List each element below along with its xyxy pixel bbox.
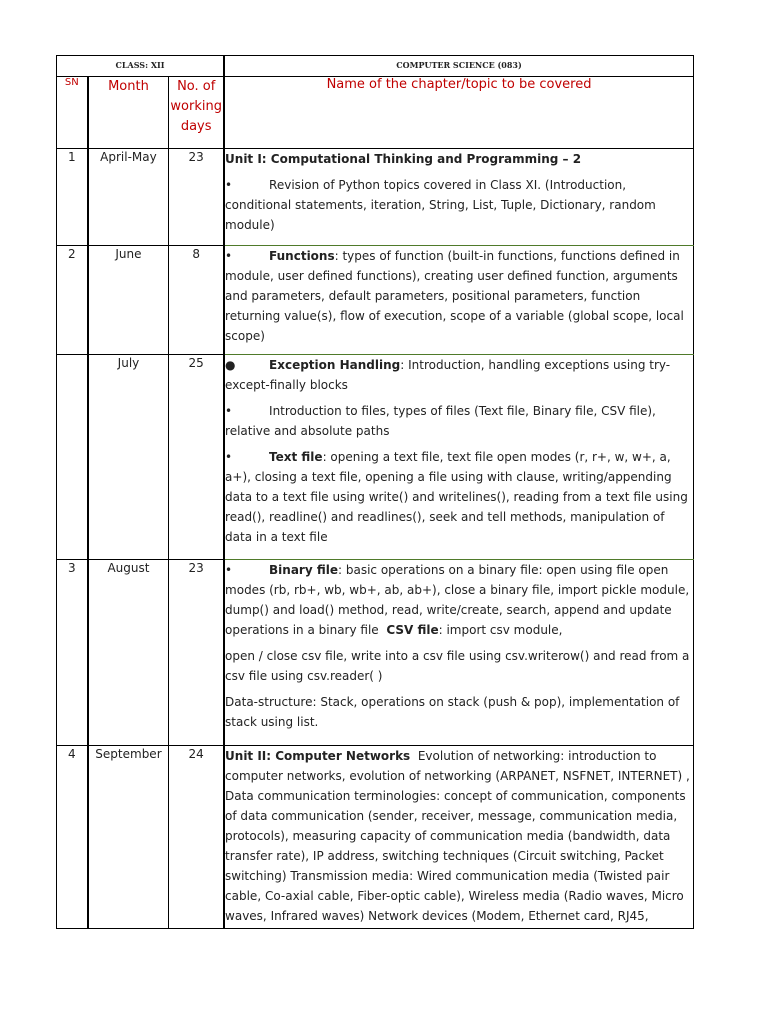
topic-text: : types of function (built-in functions, functions defined in module, user defined functions), creating user defined function, arguments and parameters, default parameters, positional parameters, function returning value(s), flow of execution, scope of a variable (global scope, local scope) <box>225 249 684 343</box>
row-month: April-May <box>88 149 169 246</box>
topic-text: open / close csv file, write into a csv file using csv.writerow() and read from a csv file using csv.reader( ) <box>225 649 690 683</box>
topic-text: Data-structure: Stack, operations on stack (push & pop), implementation of stack using list. <box>225 695 680 729</box>
subject-label: COMPUTER SCIENCE (083) <box>224 56 693 77</box>
row-sn: 3 <box>57 560 88 746</box>
row-month: September <box>88 746 169 929</box>
table-row <box>57 560 694 746</box>
unit-title: Unit II: Computer Networks <box>225 749 411 763</box>
topic-bold: Binary file <box>269 563 338 577</box>
table-row <box>57 355 694 560</box>
topic-bold: Exception Handling <box>269 358 401 372</box>
topic-text: : basic operations on a binary file: open using file open modes (rb, rb+, wb, wb+, ab, ab+), close a binary file, import pickle module, dump() and load() method, read, write/create, search, append and update operations in a binary file <box>225 563 690 637</box>
row-sn: 4 <box>57 746 88 929</box>
table-row <box>57 149 694 246</box>
topic-text: Evolution of networking: introduction to computer networks, evolution of networking (ARPANET, NSFNET, INTERNET) , Data communication terminologies: concept of communication, components of data communication (sender, receiver, message, communication media, protocols), measuring capacity of communication media (bandwidth, data transfer rate), IP address, switching techniques (Circuit switching, Packet switching) Transmission media: Wired communication media (Twisted pair cable, Co-axial cable, Fiber-optic cable), Wireless media (Radio waves, Micro waves, Infrared waves) Network devices (Modem, Ethernet card, RJ45, <box>225 749 690 923</box>
row-topic <box>224 246 693 355</box>
row-sn: 2 <box>57 246 88 355</box>
row-topic <box>224 746 693 929</box>
row-month: August <box>88 560 169 746</box>
row-topic <box>224 560 693 746</box>
topic-text: : Introduction, handling exceptions using try- except-finally blocks <box>225 358 671 392</box>
topic-bold: CSV file <box>386 623 439 637</box>
topic-bold: Text file <box>269 450 323 464</box>
row-days: 23 <box>169 560 224 746</box>
row-month: June <box>88 246 169 355</box>
table-row <box>57 246 694 355</box>
col-month-header: Month <box>88 77 169 149</box>
row-topic <box>224 355 693 560</box>
row-days: 24 <box>169 746 224 929</box>
row-sn <box>57 355 88 560</box>
bullet: • <box>225 450 233 464</box>
syllabus-table <box>56 55 694 929</box>
class-label: CLASS: XII <box>57 56 225 77</box>
row-month: July <box>88 355 169 560</box>
bullet: • <box>225 563 233 577</box>
row-days: 23 <box>169 149 224 246</box>
topic-text: Revision of Python topics covered in Class XI. (Introduction, conditional statements, iteration, String, List, Tuple, Dictionary, random module) <box>225 178 656 232</box>
topic-text: : opening a text file, text file open modes (r, r+, w, w+, a, a+), closing a text file, opening a file using with clause, writing/appending data to a text file using write() and writelines(), reading from a text file using read(), readline() and readlines(), seek and tell methods, manipulation of data in a text file <box>225 450 688 544</box>
row-topic <box>224 149 693 246</box>
topic-text: : import csv module, <box>438 623 563 637</box>
column-header-row <box>57 77 694 149</box>
topic-bold: Functions <box>269 249 335 263</box>
bullet: • <box>225 404 233 418</box>
unit-title: Unit I: Computational Thinking and Programming – 2 <box>225 152 582 166</box>
row-sn: 1 <box>57 149 88 246</box>
col-topic-header: Name of the chapter/topic to be covered <box>224 77 693 149</box>
topic-text: Introduction to files, types of files (Text file, Binary file, CSV file), relative and absolute paths <box>225 404 656 438</box>
bullet: ● <box>225 358 236 372</box>
bullet: • <box>225 178 233 192</box>
col-days-header: No. of working days <box>169 77 224 149</box>
row-days: 25 <box>169 355 224 560</box>
table-row <box>57 746 694 929</box>
row-days: 8 <box>169 246 224 355</box>
bullet: • <box>225 249 233 263</box>
col-sn-header: SN <box>57 77 88 149</box>
class-subject-row <box>57 56 694 77</box>
